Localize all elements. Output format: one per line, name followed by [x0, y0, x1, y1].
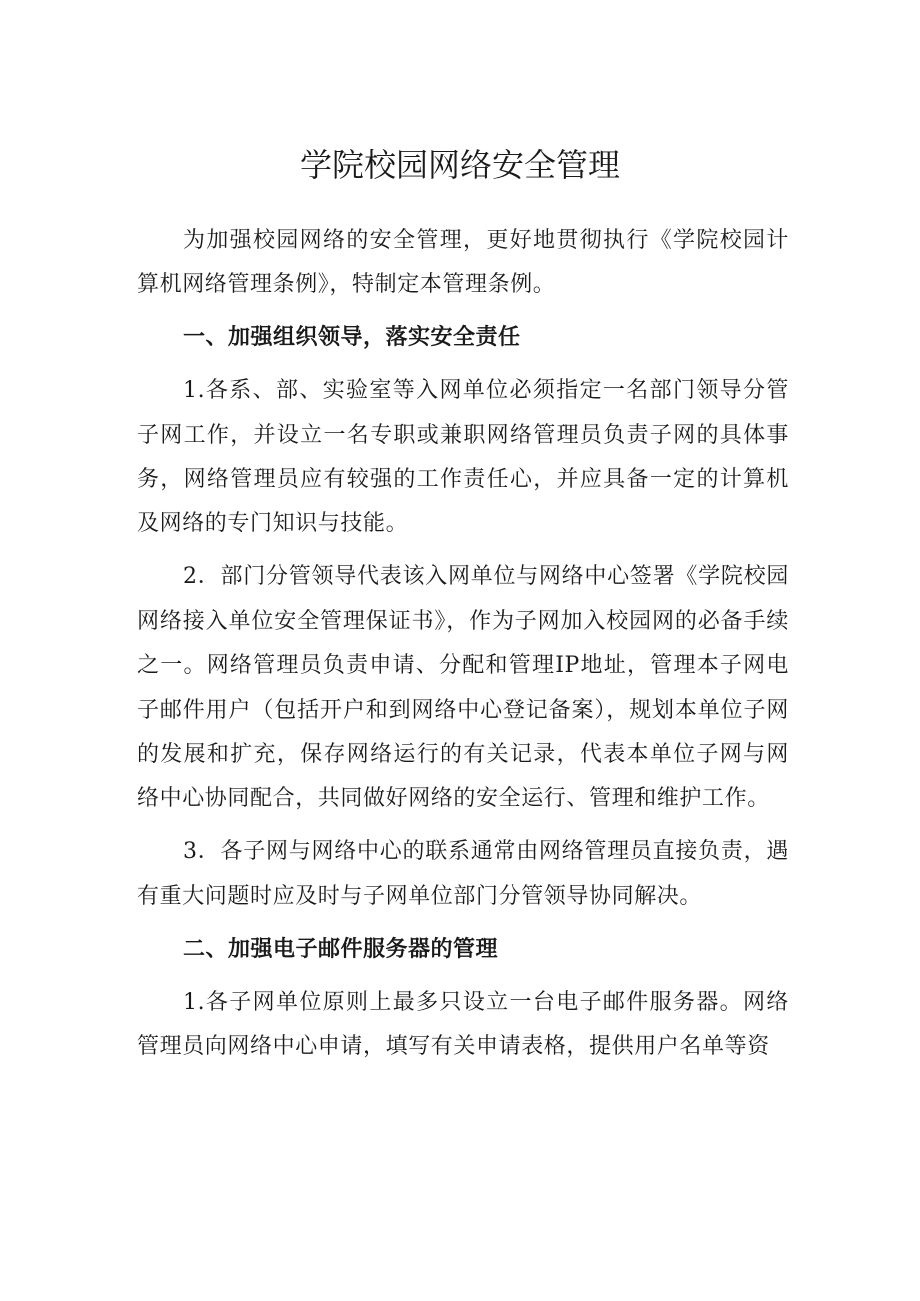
section-1-item-1: 1.各系、部、实验室等入网单位必须指定一名部门领导分管子网工作，并设立一名专职或兼职网络管理员负责子网的具体事务，网络管理员应有较强的工作责任心，并应具备一定的计算机及网络的专门知识与技能。 — [137, 378, 789, 537]
document-body — [137, 219, 789, 1069]
section-1-item-3: 3．各子网与网络中心的联系通常由网络管理员直接负责，遇有重大问题时应及时与子网单位部门分管领导协同解决。 — [137, 839, 789, 909]
section-2-heading: 二、加强电子邮件服务器的管理 — [183, 936, 499, 962]
intro-paragraph: 为加强校园网络的安全管理，更好地贯彻执行《学院校园计算机网络管理条例》，特制定本管理条例。 — [137, 228, 789, 298]
document-title: 学院校园网络安全管理 — [299, 146, 620, 184]
section-1-heading: 一、加强组织领导，落实安全责任 — [183, 325, 521, 351]
section-1-item-2: 2．部门分管领导代表该入网单位与网络中心签署《学院校园网络接入单位安全管理保证书》，作为子网加入校园网的必备手续之一。网络管理员负责申请、分配和管理IP地址，管理本子网电子邮件用户（包括开户和到网络中心登记备案），规划本单位子网的发展和扩充，保存网络运行的有关记录，代表本单位子网与网络中心协同配合，共同做好网络的安全运行、管理和维护工作。 — [137, 564, 789, 812]
section-2-item-1: 1.各子网单位原则上最多只设立一台电子邮件服务器。网络管理员向网络中心申请，填写有关申请表格，提供用户名单等资 — [137, 989, 789, 1059]
